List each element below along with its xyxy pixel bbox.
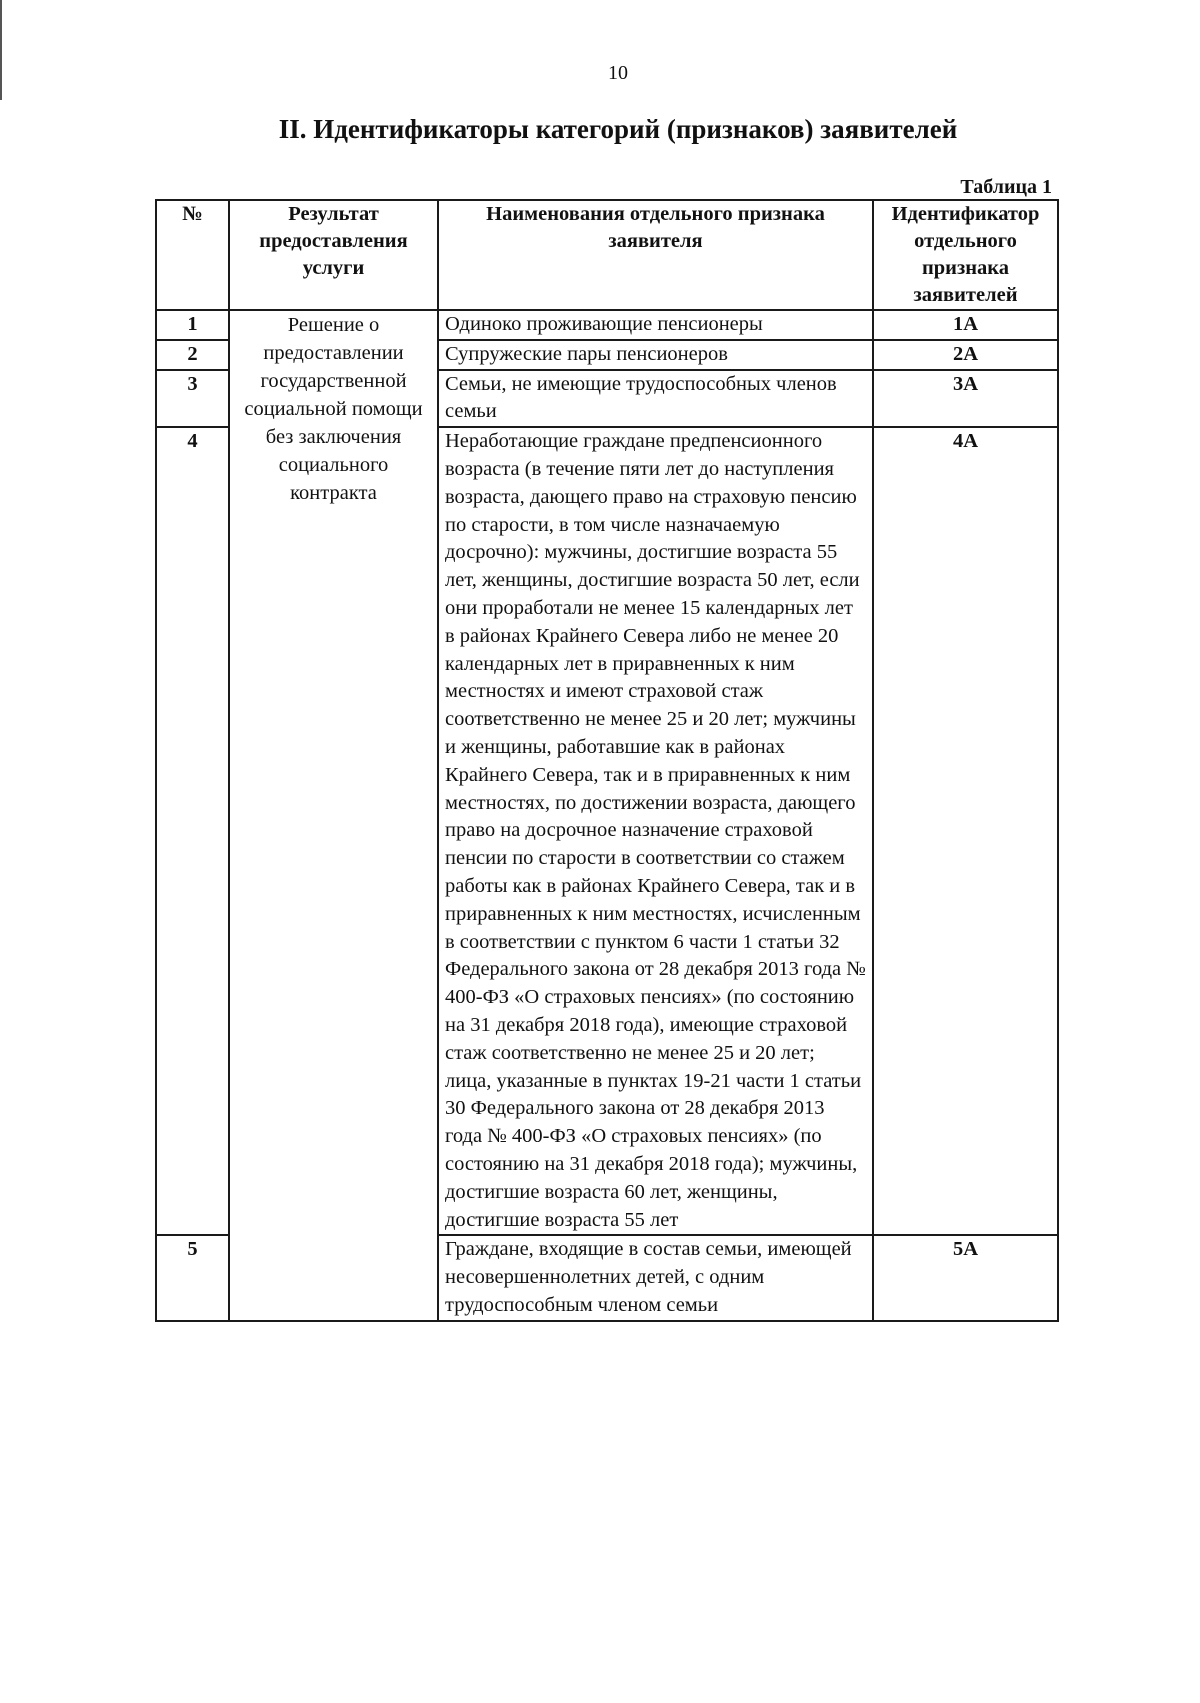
header-feature-name: Наименования отдельного признака заявителя	[438, 200, 873, 310]
feature-id: 1А	[873, 310, 1058, 340]
applicant-categories-table	[155, 199, 1059, 1322]
feature-id: 5А	[873, 1235, 1058, 1320]
table-caption: Таблица 1	[960, 176, 1052, 198]
feature-name: Неработающие граждане предпенсионного возраста (в течение пяти лет до наступления возраста, дающего право на страховую пенсию по старости, в том числе назначаемую досрочно): мужчины, достигшие возраста 55 лет, женщины, достигшие возраста 50 лет, если они проработали не менее 15 календарных лет в районах Крайнего Севера либо не менее 20 календарных лет в приравненных к ним местностях и имеют страховой стаж соответственно не менее 25 и 20 лет; мужчины и женщины, работавшие как в районах Крайнего Севера, так и в приравненных к ним местностях, по достижении возраста, дающего право на досрочное назначение страховой пенсии по старости в соответствии со стажем работы как в районах Крайнего Севера, так и в приравненных к ним местностях, исчисленным в соответствии с пунктом 6 части 1 статьи 32 Федерального закона от 28 декабря 2013 года № 400-ФЗ «О страховых пенсиях» (по состоянию на 31 декабря 2018 года), имеющие страховой стаж соответственно не менее 25 и 20 лет; лица, указанные в пунктах 19-21 части 1 статьи 30 Федерального закона от 28 декабря 2013 года № 400-ФЗ «О страховых пенсиях» (по состоянию на 31 декабря 2018 года); мужчины, достигшие возраста 60 лет, женщины, достигшие возраста 55 лет	[438, 427, 873, 1235]
feature-name: Семьи, не имеющие трудоспособных членов семьи	[438, 370, 873, 428]
table-row	[156, 310, 1058, 340]
scan-edge-line	[0, 0, 2, 100]
row-number: 5	[156, 1235, 229, 1320]
page-number: 10	[608, 62, 628, 84]
row-number: 4	[156, 427, 229, 1235]
row-number: 3	[156, 370, 229, 428]
feature-name: Супружеские пары пенсионеров	[438, 340, 873, 370]
service-result-cell	[229, 310, 438, 1321]
header-feature-id: Идентификатор отдельного признака заявителей	[873, 200, 1058, 310]
service-result-text: Решение о предоставлении государственной социальной помощи без заключения социального контракта	[244, 314, 423, 504]
feature-name: Одиноко проживающие пенсионеры	[438, 310, 873, 340]
feature-id: 3А	[873, 370, 1058, 428]
section-title: II. Идентификаторы категорий (признаков) заявителей	[278, 114, 958, 144]
header-number: №	[156, 200, 229, 310]
row-number: 2	[156, 340, 229, 370]
feature-name: Граждане, входящие в состав семьи, имеющей несовершеннолетних детей, с одним трудоспособным членом семьи	[438, 1235, 873, 1320]
feature-id: 4А	[873, 427, 1058, 1235]
table-header-row	[156, 200, 1058, 310]
header-result: Результат предоставления услуги	[229, 200, 438, 310]
row-number: 1	[156, 310, 229, 340]
feature-id: 2А	[873, 340, 1058, 370]
